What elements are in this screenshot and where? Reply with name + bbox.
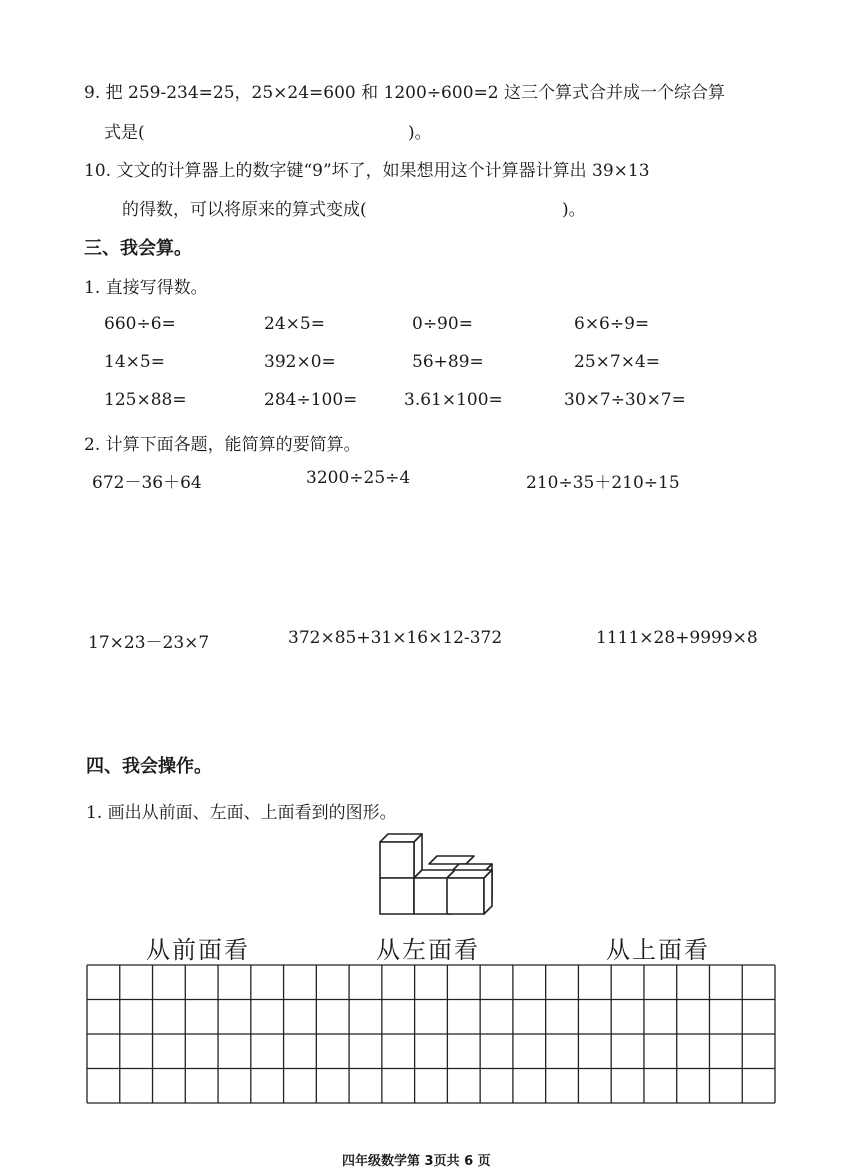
section3-sub1: 1. 直接写得数。 [84, 278, 208, 298]
section3-sub2: 2. 计算下面各题，能简算的要简算。 [84, 435, 361, 455]
view-label-top: 从上面看 [606, 936, 710, 964]
oral-item: 25×7×4= [574, 352, 660, 372]
q10-line1: 10. 文文的计算器上的数字键“9”坏了，如果想用这个计算器计算出 39×13 [84, 161, 650, 181]
oral-item: 56+89= [412, 352, 484, 372]
view-label-front: 从前面看 [146, 936, 250, 964]
section4-sub1: 1. 画出从前面、左面、上面看到的图形。 [86, 803, 397, 823]
q10-answer-blank[interactable] [412, 195, 562, 217]
q10-line2-suffix: )。 [562, 200, 586, 220]
oral-item: 3.61×100= [404, 390, 503, 410]
oral-item: 6×6÷9= [574, 314, 650, 334]
oral-item: 30×7÷30×7= [564, 390, 686, 410]
q9-line1: 9. 把 259-234=25，25×24=600 和 1200÷600=2 这三个算式合并成一个综合算 [84, 83, 725, 103]
q9-line2-suffix: )。 [408, 123, 432, 143]
q10-line2-prefix: 的得数，可以将原来的算式变成( [122, 200, 367, 220]
q9-line2-prefix: 式是( [104, 123, 145, 143]
oral-item: 392×0= [264, 352, 336, 372]
q9-answer-blank[interactable] [155, 118, 405, 140]
page-footer: 四年级数学第 3页共 6 页 [342, 1154, 491, 1169]
section4-title: 四、我会操作。 [86, 756, 212, 777]
oral-item: 125×88= [104, 390, 187, 410]
calc-problem: 210÷35＋210÷15 [526, 473, 680, 493]
drawing-grid[interactable] [86, 964, 776, 1104]
oral-item: 284÷100= [264, 390, 358, 410]
oral-item: 24×5= [264, 314, 325, 334]
calc-problem: 672－36＋64 [92, 473, 202, 493]
calc-problem: 1111×28+9999×8 [596, 628, 758, 648]
section3-title: 三、我会算。 [84, 238, 192, 259]
view-label-left: 从左面看 [376, 936, 480, 964]
calc-problem: 372×85+31×16×12-372 [288, 628, 503, 648]
oral-item: 660÷6= [104, 314, 176, 334]
calc-problem: 17×23－23×7 [88, 633, 210, 653]
oral-item: 0÷90= [412, 314, 473, 334]
oral-item: 14×5= [104, 352, 165, 372]
calc-problem: 3200÷25÷4 [306, 468, 411, 488]
cube-stack-figure [374, 832, 500, 918]
